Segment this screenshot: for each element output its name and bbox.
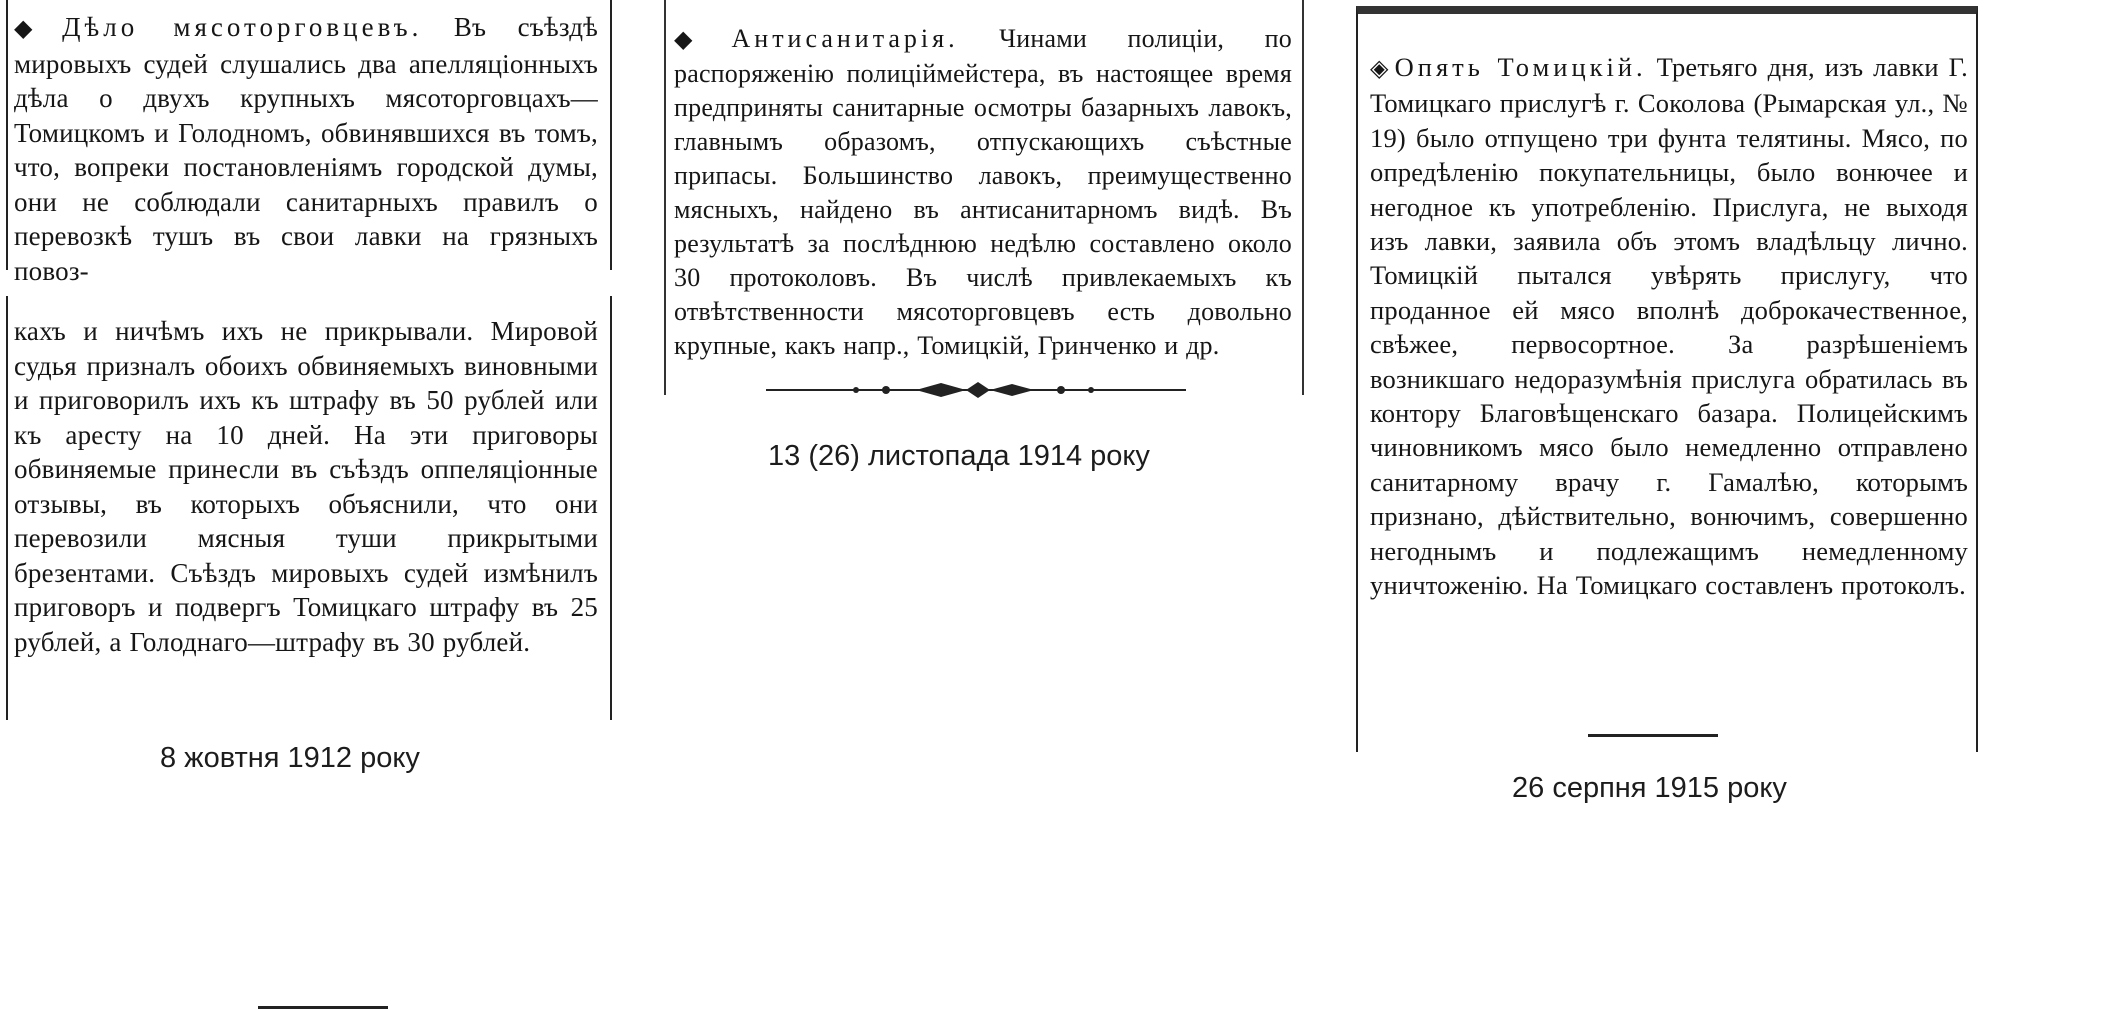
diamond-bullet-icon: ◈ <box>1370 56 1389 82</box>
clipping-1-bottom <box>6 296 612 720</box>
clipping-1-caption: 8 жовтня 1912 року <box>160 742 420 774</box>
clipping-2 <box>664 0 1304 395</box>
diamond-bullet-icon: ◆ <box>14 16 57 42</box>
clipping-3-title: Опять Томицкій. <box>1394 52 1647 82</box>
clipping-1-text-part1: Въ съѣздѣ мировыхъ судей слушались два апелляціонныхъ дѣла о двухъ крупныхъ мясоторговцахъ—Томицкомъ и Голодномъ, обвинявшихся въ томъ, что, вопреки постановленіямъ городской думы, они не соблюдали санитарныхъ правилъ о перевозкѣ тушъ въ свои лавки на грязныхъ повоз- <box>14 12 598 286</box>
clipping-2-text: Чинами полиціи, по распоряженію полиціймейстера, въ настоящее время предприняты санитарные осмотры базарныхъ лавокъ, главнымъ образомъ, отпускающихъ съѣстные припасы. Большинство лавокъ, преимущественно мясныхъ, найдено въ антисанитарномъ видѣ. Въ результатѣ за послѣднюю недѣлю составлено около 30 протоколовъ. Въ числѣ привлекаемыхъ къ отвѣтственности мясоторговцевъ есть довольно крупные, какъ напр., Томицкій, Гринченко и др. <box>674 24 1292 360</box>
clipping-3-caption: 26 серпня 1915 року <box>1512 772 1787 804</box>
ornamental-rule-icon <box>766 378 1186 402</box>
clipping-2-caption: 13 (26) листопада 1914 року <box>768 440 1150 472</box>
clipping-3 <box>1356 6 1978 752</box>
clipping-1-top <box>6 0 612 286</box>
clipping-3-text: Третьяго дня, изъ лавки Г. Томицкаго прислугѣ г. Соколова (Рымарская ул., № 19) было отпущено три фунта телятины. Мясо, по опредѣленію покупательницы, было вонючее и негодное къ употребленію. Прислуга, не выходя изъ лавки, заявила объ этомъ владѣльцу лично. Томицкій пытался увѣрять прислугу, что проданное ей мясо вполнѣ доброкачественное, свѣжее, первосортное. За разрѣшеніемъ возникшаго недоразумѣнія прислуга обратилась въ контору Благовѣщенскаго базара. Полицейскимъ чиновникомъ мясо было немедленно отправлено санитарному врачу г. Гамалѣю, которымъ признано, дѣйствительно, вонючимъ, совершенно негоднымъ и подлежащимъ немедленному уничтоженію. На Томицкаго составленъ протоколъ. <box>1370 52 1968 601</box>
clipping-2-title: Антисанитарія. <box>731 24 959 53</box>
clipping-2-paragraph <box>674 22 1292 363</box>
clipping-1-paragraph-1 <box>14 10 598 288</box>
clipping-3-end-rule <box>1588 734 1718 737</box>
clipping-3-paragraph <box>1370 50 1968 603</box>
clipping-1-text-part2: кахъ и ничѣмъ ихъ не прикрывали. Мировой судья призналъ обоихъ обвиняемыхъ виновными и приговорилъ ихъ къ штрафу въ 50 рублей или къ аресту на 10 дней. На эти приговоры обвиняемые принесли въ съѣздъ оппеляціонные отзывы, въ которыхъ объяснили, что они перевозили мясныя туши прикрытыми брезентами. Съѣздъ мировыхъ судей измѣнилъ приговоръ и подвергъ Томицкаго штрафу въ 25 рублей, а Голоднаго—штрафу въ 30 рублей. <box>14 316 598 657</box>
diamond-bullet-icon: ◆ <box>674 27 726 53</box>
clipping-1-title: Дѣло мясоторговцевъ. <box>62 12 423 42</box>
